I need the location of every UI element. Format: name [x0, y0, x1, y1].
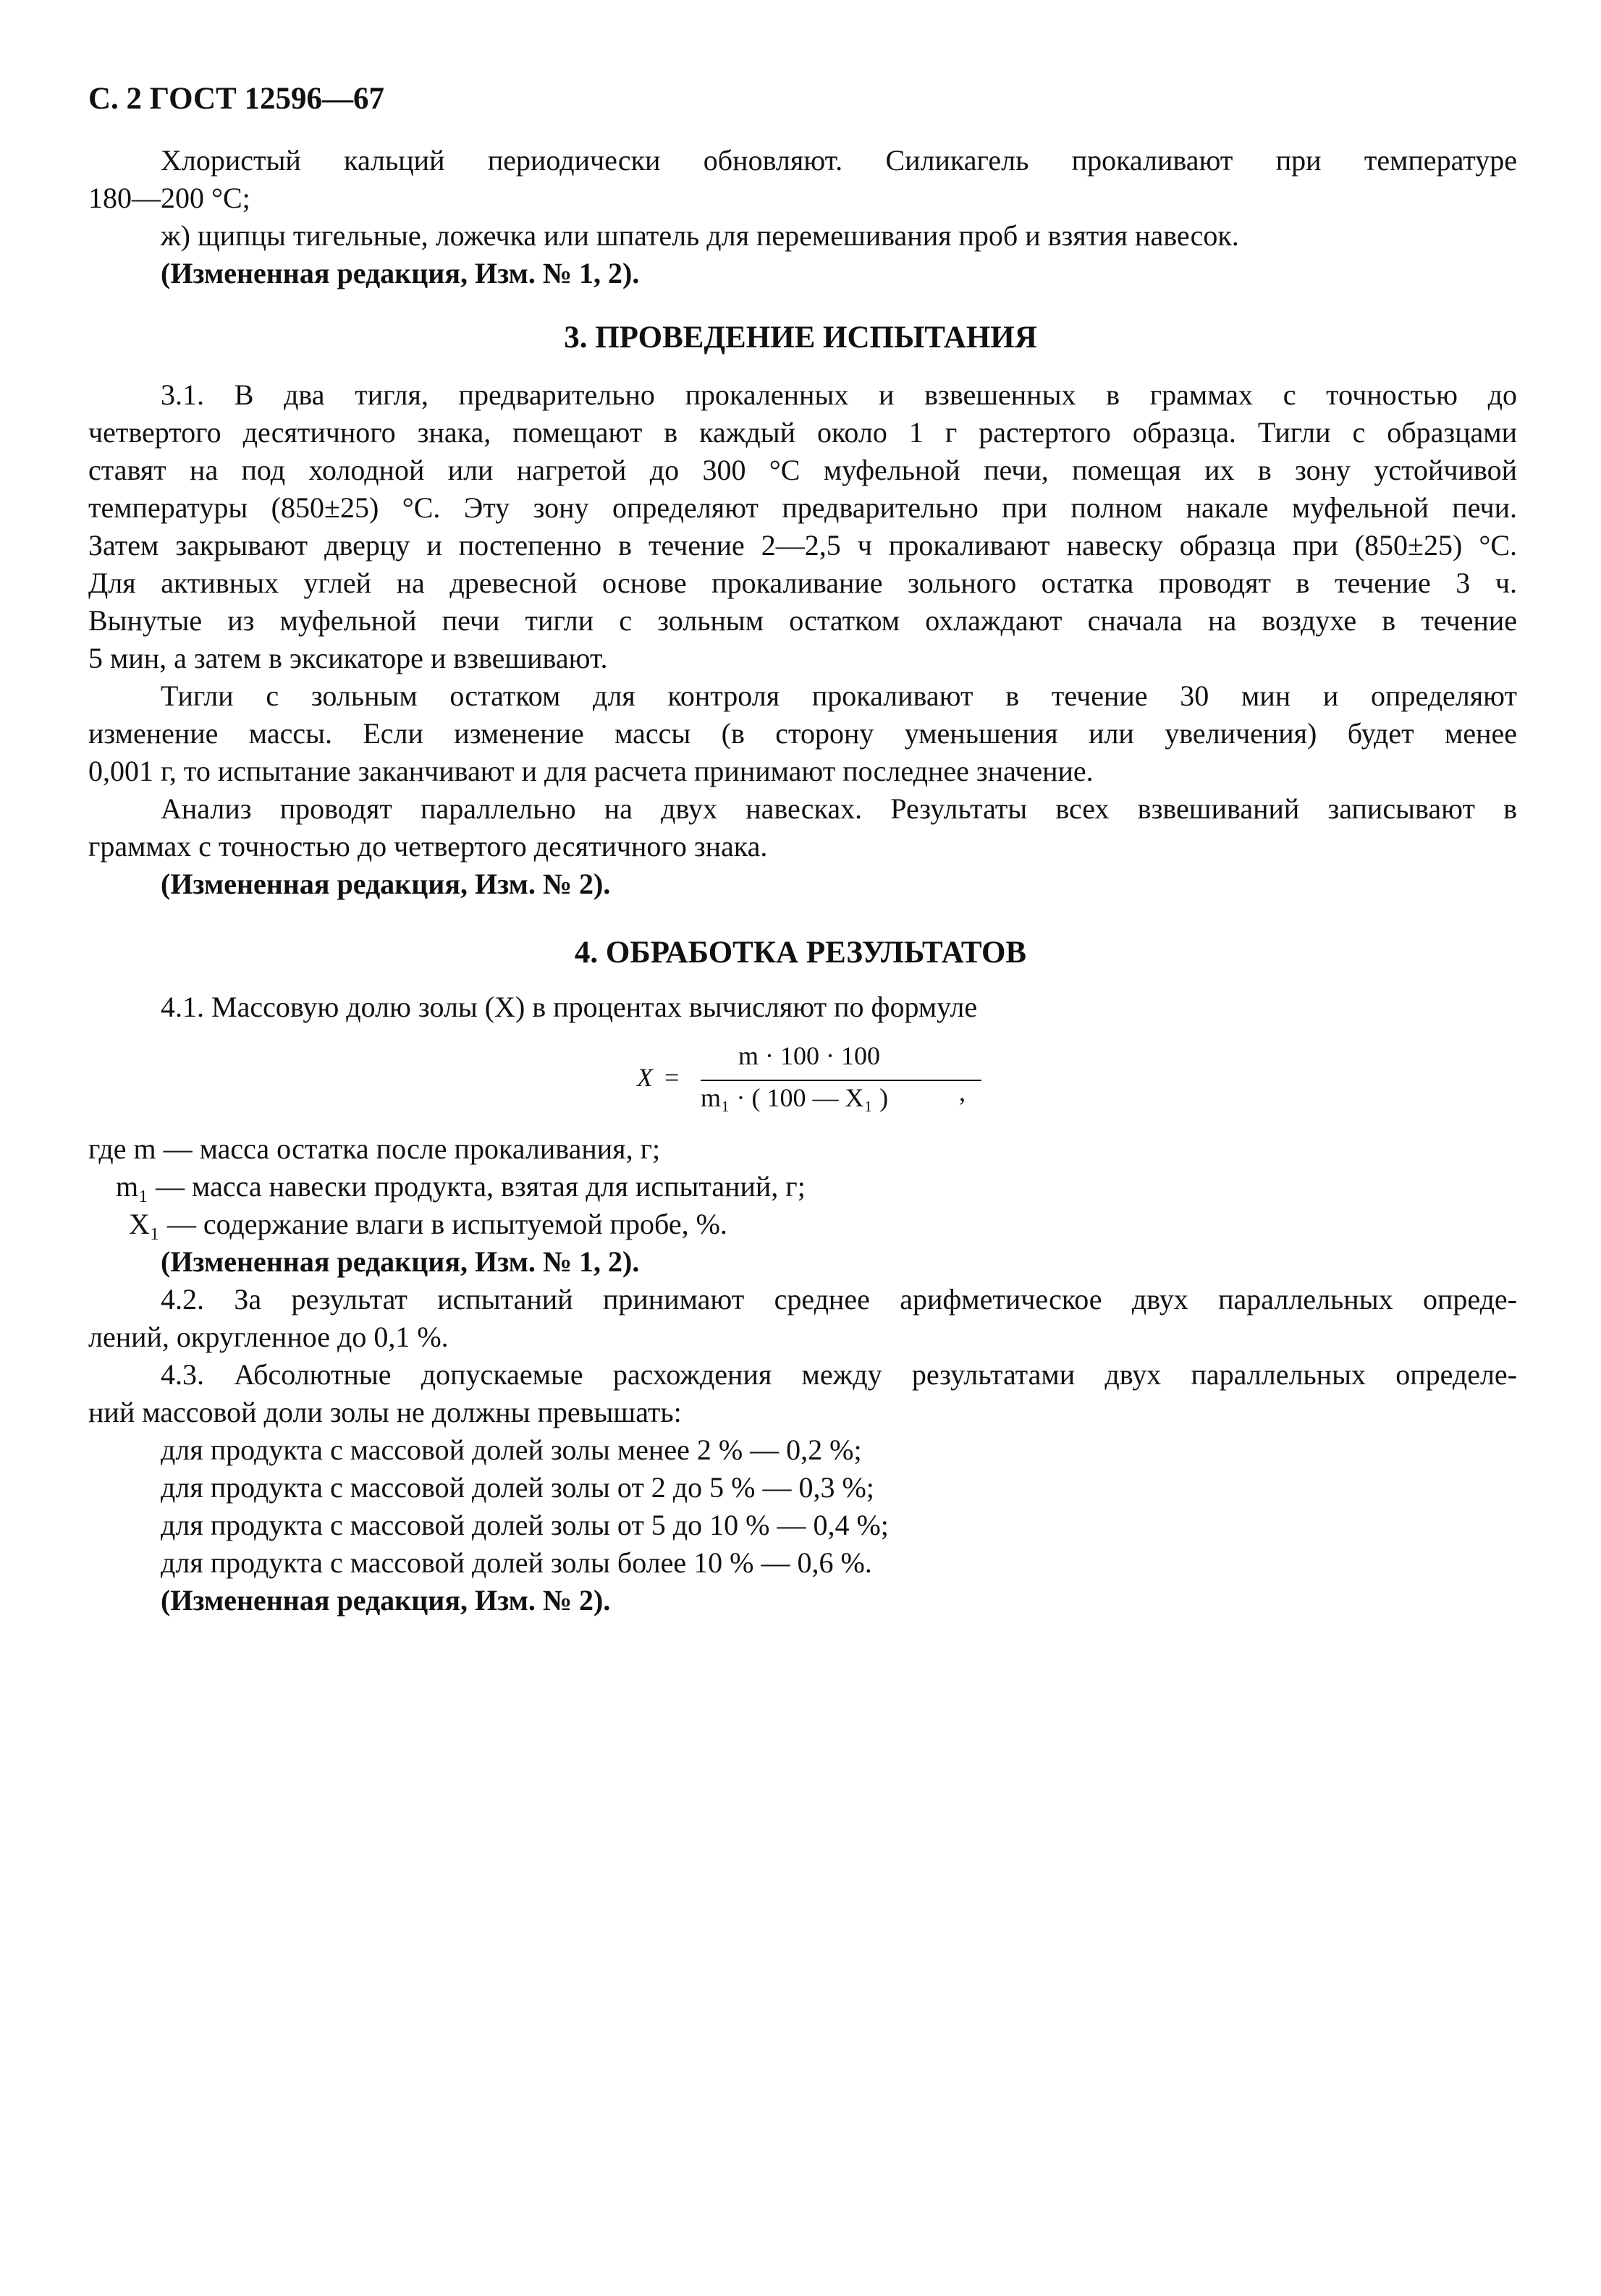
- s4-p42-line: лений, округленное до 0,1 %.: [88, 1321, 449, 1353]
- intro-line-1: Хлористый кальций периодически обновляют. Силикагель прокаливают при температуре: [161, 144, 1517, 177]
- s4-p43-line: 4.3. Абсолютные допускаемые расхождения между результатами двух параллельных определе-: [161, 1358, 1517, 1391]
- s3-p2-line: Тигли с зольным остатком для контроля прокаливают в течение 30 мин и определяют: [161, 679, 1517, 712]
- s4-p43-line: ний массовой доли золы не должны превышать:: [88, 1396, 682, 1428]
- limit-item: для продукта с массовой долей золы более 10 % — 0,6 %.: [161, 1546, 872, 1579]
- s3-p1-line: Затем закрывают дверцу и постепенно в течение 2—2,5 ч прокаливают навеску образца при (850±25) °С.: [88, 529, 1517, 562]
- limit-item: для продукта с массовой долей золы менее 2 % — 0,2 %;: [161, 1433, 862, 1466]
- limit-item: для продукта с массовой долей золы от 5 до 10 % — 0,4 %;: [161, 1509, 889, 1541]
- s4-p41: 4.1. Массовую долю золы (X) в процентах вычисляют по формуле: [161, 991, 978, 1023]
- intro-line-3: ж) щипцы тигельные, ложечка или шпатель для перемешивания проб и взятия навесок.: [161, 219, 1239, 252]
- s3-p1-line: ставят на под холодной или нагретой до 300 °С муфельной печи, помещая их в зону устойчивой: [88, 454, 1517, 486]
- intro-block: [88, 142, 1517, 292]
- s4-amendment-1: (Измененная редакция, Изм. № 1, 2).: [161, 1245, 640, 1278]
- s3-p1-line: Для активных углей на древесной основе прокаливание зольного остатка проводят в течение 3 ч.: [88, 567, 1517, 599]
- formula-numerator: m · 100 · 100: [738, 1041, 880, 1070]
- s3-p1-line: 5 мин, а затем в эксикаторе и взвешивают.: [88, 642, 608, 674]
- page-header: С. 2 ГОСТ 12596—67: [88, 82, 385, 116]
- s3-p2-line: изменение массы. Если изменение массы (в сторону уменьшения или увеличения) будет менее: [88, 717, 1517, 750]
- section-3-body: [88, 376, 1517, 903]
- formula-lhs: X: [637, 1063, 653, 1092]
- s3-p1-line: 3.1. В два тигля, предварительно прокаленных и взвешенных в граммах с точностью до: [161, 378, 1517, 411]
- s3-p1-line: температуры (850±25) °С. Эту зону определяют предварительно при полном накале муфельной печи.: [88, 491, 1517, 524]
- s3-p1-line: четвертого десятичного знака, помещают в каждый около 1 г растертого образца. Тигли с образцами: [88, 416, 1517, 449]
- section-4-title: 4. ОБРАБОТКА РЕЗУЛЬТАТОВ: [574, 936, 1027, 970]
- s3-p1-line: Вынутые из муфельной печи тигли с зольным остатком охлаждают сначала на воздухе в течение: [88, 604, 1517, 637]
- section-4-body: [88, 1130, 1517, 1619]
- intro-line-2: 180—200 °С;: [88, 182, 250, 214]
- section-4-intro: [88, 988, 1517, 1026]
- formula-comma: ,: [959, 1077, 966, 1106]
- intro-amendment: (Измененная редакция, Изм. № 1, 2).: [161, 257, 640, 289]
- limit-item: для продукта с массовой долей золы от 2 до 5 % — 0,3 %;: [161, 1471, 874, 1504]
- s3-amendment: (Измененная редакция, Изм. № 2).: [161, 868, 611, 900]
- s3-p3-line: граммах с точностью до четвертого десятичного знака.: [88, 830, 768, 863]
- ash-formula: [637, 1041, 984, 1120]
- s4-p42-line: 4.2. За результат испытаний принимают среднее арифметическое двух параллельных опреде-: [161, 1283, 1517, 1316]
- where-line: X₁ — содержание влаги в испытуемой пробе, %.: [129, 1208, 727, 1240]
- fraction-bar: [701, 1080, 981, 1081]
- formula-eq: =: [664, 1063, 680, 1092]
- s3-p3-line: Анализ проводят параллельно на двух навесках. Результаты всех взвешиваний записывают в: [161, 792, 1517, 825]
- s4-amendment-2: (Измененная редакция, Изм. № 2).: [161, 1584, 611, 1617]
- section-3-title: 3. ПРОВЕДЕНИЕ ИСПЫТАНИЯ: [564, 321, 1037, 355]
- formula-denominator: m₁ · ( 100 — X₁ ): [701, 1083, 889, 1112]
- where-line: где m — масса остатка после прокаливания, г;: [88, 1132, 661, 1165]
- s3-p2-line: 0,001 г, то испытание заканчивают и для расчета принимают последнее значение.: [88, 755, 1094, 787]
- where-line: m₁ — масса навески продукта, взятая для испытаний, г;: [116, 1170, 806, 1203]
